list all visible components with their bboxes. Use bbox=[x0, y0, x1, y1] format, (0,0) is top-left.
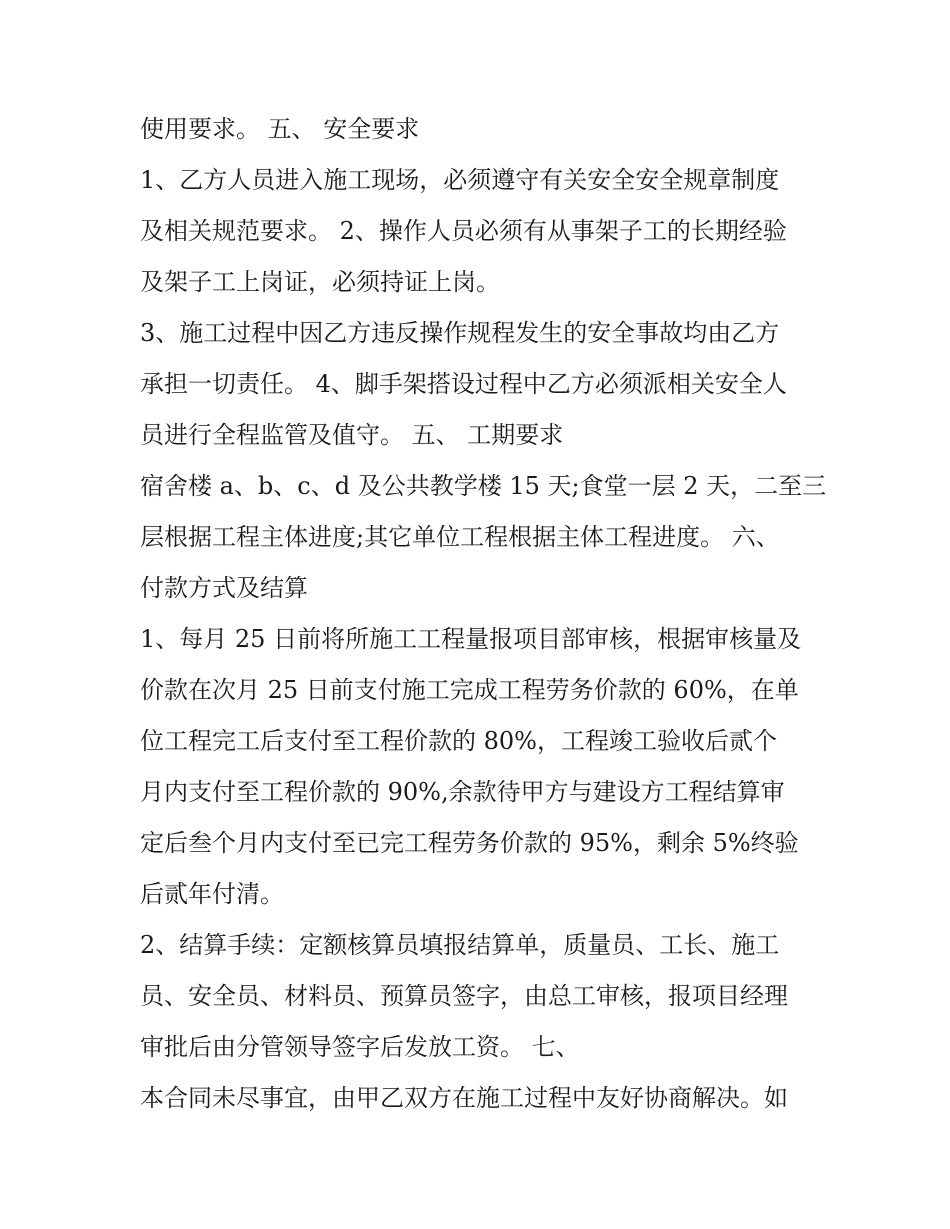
text-line: 2、结算手续：定额核算员填报结算单，质量员、工长、施工 bbox=[140, 931, 780, 959]
text-line: 月内支付至工程价款的 90%,余款待甲方与建设方工程结算审 bbox=[140, 778, 785, 806]
text-line: 后贰年付清。 bbox=[140, 880, 284, 908]
text-line: 价款在次月 25 日前支付施工完成工程劳务价款的 60%，在单 bbox=[140, 676, 799, 704]
text-line: 员进行全程监管及值守。 五、 工期要求 bbox=[140, 421, 564, 449]
text-line: 本合同未尽事宜，由甲乙双方在施工过程中友好协商解决。如 bbox=[140, 1084, 788, 1112]
text-line: 付款方式及结算 bbox=[140, 574, 308, 602]
text-line: 层根据工程主体进度;其它单位工程根据主体工程进度。 六、 bbox=[140, 523, 780, 551]
text-line: 3、施工过程中因乙方违反操作规程发生的安全事故均由乙方 bbox=[140, 319, 780, 347]
text-line: 承担一切责任。 4、脚手架搭设过程中乙方必须派相关安全人 bbox=[140, 370, 787, 398]
text-line: 宿舍楼 a、b、c、d 及公共教学楼 15 天;食堂一层 2 天，二至三 bbox=[140, 472, 827, 500]
text-line: 及相关规范要求。 2、操作人员必须有从事架子工的长期经验 bbox=[140, 217, 787, 245]
text-line: 定后叁个月内支付至已完工程劳务价款的 95%，剩余 5%终验 bbox=[140, 829, 799, 857]
text-line: 及架子工上岗证，必须持证上岗。 bbox=[140, 268, 500, 296]
text-line: 员、安全员、材料员、预算员签字，由总工审核，报项目经理 bbox=[140, 982, 788, 1010]
text-line: 位工程完工后支付至工程价款的 80%，工程竣工验收后贰个 bbox=[140, 727, 777, 755]
text-line: 1、每月 25 日前将所施工工程量报项目部审核，根据审核量及 bbox=[140, 625, 802, 653]
text-line: 审批后由分管领导签字后发放工资。 七、 bbox=[140, 1033, 580, 1061]
text-line: 使用要求。 五、 安全要求 bbox=[140, 115, 420, 143]
text-line: 1、乙方人员进入施工现场，必须遵守有关安全安全规章制度 bbox=[140, 166, 780, 194]
document-body bbox=[140, 104, 830, 1124]
